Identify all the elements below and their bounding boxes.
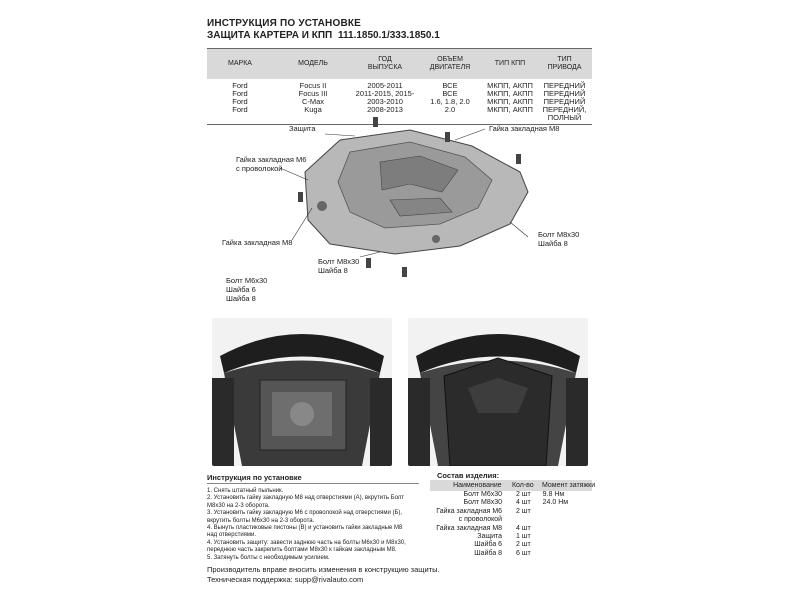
column-engine: ВСЕ ВСЕ 1.6, 1.8, 2.0 2.0 — [430, 81, 470, 114]
label-washer-6: Шайба 6 — [226, 285, 256, 294]
table-row — [430, 550, 592, 558]
column-drive: ПЕРЕДНИЙ ПЕРЕДНИЙ ПЕРЕДНИЙ ПЕРЕДНИЙ, ПОЛНЫЙ — [542, 81, 587, 122]
photo-before-installation — [212, 318, 392, 466]
header-model: МОДЕЛЬ — [298, 60, 328, 67]
manufacturer-note: Производитель вправе вносить изменения в конструкцию защиты. — [207, 565, 440, 574]
component-qty: 1 шт — [516, 533, 531, 541]
component-torque — [541, 525, 592, 533]
support-contact: Техническая поддержка: supp@rivalauto.com — [207, 575, 364, 584]
compatibility-table-header — [207, 49, 592, 79]
instruction-step: над отверстиями. — [207, 532, 257, 539]
component-torque — [541, 550, 592, 558]
header-drive: ТИП ПРИВОДА — [547, 56, 582, 71]
component-name: Гайка закладная М8 — [436, 524, 503, 532]
component-qty: 2 шт — [516, 541, 531, 549]
component-torque: 9.8 Нм — [542, 491, 565, 498]
instruction-step: 1. Снять штатный пыльник. — [207, 488, 284, 494]
component-name: Болт М6х30 — [463, 491, 503, 498]
component-name: Болт М8х30 — [463, 499, 503, 507]
table-row — [430, 541, 592, 549]
table-row — [430, 508, 592, 516]
column-mark: Ford Ford Ford Ford — [232, 81, 248, 114]
skid-plate-diagram — [210, 112, 595, 307]
header-qty: Кол-во — [511, 482, 534, 489]
instruction-step: 2. Установить гайку закладную М8 над отверстиями (А), вкрутить Болт — [207, 495, 405, 502]
component-qty: 2 шт — [516, 507, 531, 515]
label-washer-8: Шайба 8 — [226, 294, 256, 303]
component-name: Гайка закладная М6 — [436, 507, 503, 515]
component-qty: 4 шт — [516, 524, 531, 532]
component-qty: 2 шт — [516, 491, 531, 498]
table-row — [430, 533, 592, 541]
component-torque: 24.0 Нм — [542, 499, 569, 507]
instruction-step: 3. Установить гайку закладную М6 с проволокой над отверстиями (Б), — [207, 510, 403, 517]
instruction-step: 4. Установить защиту: завести заднюю часть на болты М6х30 и М8х30, — [207, 539, 406, 546]
column-model: Focus II Focus III C-Max Kuga — [298, 81, 328, 114]
label-nut-m6-wire: с проволокой — [236, 164, 283, 173]
label-bolt-m6: Болт М6х30 — [226, 276, 268, 285]
table-row — [430, 525, 592, 533]
component-torque — [541, 508, 592, 516]
instructions-list — [207, 488, 422, 562]
label-washer-8-right: Шайба 8 — [538, 239, 568, 248]
label-shield: Защита — [289, 124, 316, 133]
components-table — [430, 480, 596, 558]
label-bolt-m8-right: Болт М8х30 — [538, 230, 580, 239]
component-torque — [541, 516, 592, 524]
instruction-step: 5. Затянуть болты с необходимым усилием. — [207, 554, 330, 561]
component-name: Защита — [477, 533, 503, 541]
label-washer-8-center: Шайба 8 — [318, 266, 348, 275]
instructions-divider — [207, 483, 419, 484]
table-row — [430, 499, 592, 507]
component-name: с проволокой — [458, 516, 503, 524]
instruction-step: вкрутить болты М6х30 на 2-3 оборота. — [207, 517, 315, 524]
instructions-title: Инструкция по установке — [207, 473, 302, 482]
component-qty — [506, 516, 541, 524]
header-gearbox: ТИП КПП — [494, 60, 526, 67]
header-mark: МАРКА — [228, 60, 252, 67]
instruction-step: 4. Вынуть пластиковые пистоны (В) и установить гайки закладные М8 — [207, 525, 403, 532]
header-engine: ОБЪЕМ ДВИГАТЕЛЯ — [429, 56, 471, 71]
component-qty: 4 шт — [516, 499, 531, 507]
document-subtitle: ЗАЩИТА КАРТЕРА И КПП — [207, 30, 333, 41]
header-year: ГОД ВЫПУСКА — [367, 56, 403, 71]
component-torque — [541, 533, 592, 541]
label-nut-m8-left: Гайка закладная М8 — [222, 238, 293, 247]
photo-after-installation — [408, 318, 588, 466]
component-qty: 6 шт — [516, 549, 531, 557]
column-gearbox: МКПП, АКПП МКПП, АКПП МКПП, АКПП МКПП, АКПП — [487, 81, 533, 114]
component-torque — [541, 541, 592, 549]
component-name: Шайба 8 — [474, 549, 503, 557]
document-title: ИНСТРУКЦИЯ ПО УСТАНОВКЕ — [207, 18, 362, 29]
label-nut-m8-top: Гайка закладная М8 — [489, 124, 560, 133]
table-row — [430, 491, 592, 499]
components-title: Состав изделия: — [437, 471, 500, 480]
instruction-step: переднюю часть закрепить болтами М8х30 к гайкам закладным М8. — [207, 547, 397, 554]
component-name: Шайба 6 — [474, 541, 503, 549]
label-bolt-m8-center: Болт М8х30 — [318, 257, 360, 266]
table-row — [430, 516, 592, 524]
part-code: 111.1850.1/333.1850.1 — [338, 30, 440, 41]
label-nut-m6: Гайка закладная М6 — [236, 155, 307, 164]
column-year: 2005-2011 2011-2015, 2015- 2003-2010 2008-2013 — [355, 81, 415, 114]
instruction-step: М8х30 на 2-3 оборота. — [207, 502, 270, 509]
header-torque: Момент затяжки — [542, 482, 596, 489]
header-name: Наименование — [453, 482, 502, 489]
components-table-header — [430, 480, 596, 491]
